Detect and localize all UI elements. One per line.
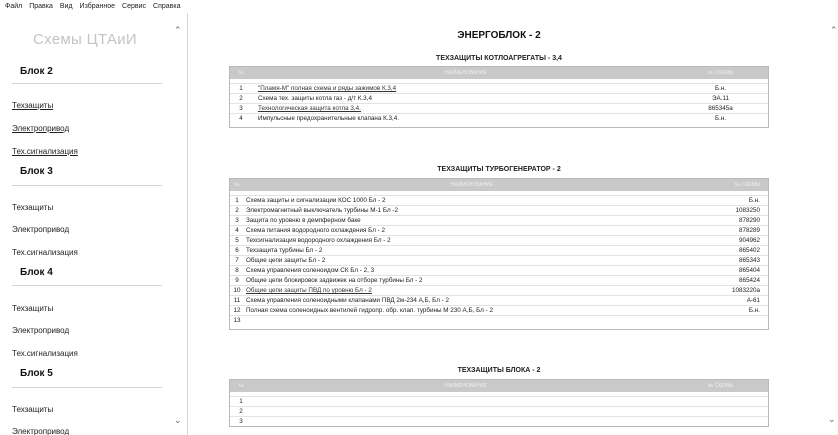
scheme-name: Техзащита турбины Бл - 2	[246, 247, 323, 254]
sidebar-link-electric-drive[interactable]: Электропривод	[12, 326, 70, 335]
row-num: 6	[235, 247, 239, 254]
scheme-link[interactable]: Технологическая защита котла 3,4.	[258, 105, 361, 112]
scheme-number	[673, 397, 768, 406]
scheme-name	[252, 407, 673, 416]
table-row	[230, 275, 768, 285]
sidebar-block-4: Блок 4	[20, 267, 53, 278]
menu-service[interactable]: Сервис	[122, 3, 147, 10]
row-num: 9	[235, 277, 239, 284]
sidebar-link-electric-drive[interactable]: Электропривод	[12, 124, 70, 133]
divider	[12, 285, 162, 286]
scheme-name: Схема управления соленоидом СК Бл - 2, 3	[246, 267, 375, 274]
section-title: ТЕХЗАЩИТЫ БЛОКА - 2	[457, 367, 541, 374]
scheme-number: А-61	[746, 297, 760, 304]
column-header-name: НАИМЕНОВАНИЕ	[444, 70, 487, 76]
table-row	[230, 93, 768, 103]
row-num: 3	[235, 217, 239, 224]
menu-view[interactable]: Вид	[59, 3, 73, 10]
scheme-name	[252, 397, 673, 406]
scheme-name: Схема тех. защиты котла газ - д/т К.3,4	[258, 95, 372, 102]
row-num: 2	[239, 408, 243, 415]
scheme-name: Схема управления соленоидными клапанами ПВД 2м-234 А,Б, Бл - 2	[246, 297, 450, 304]
sidebar-block-5: Блок 5	[20, 368, 53, 379]
scheme-number: 865345а	[708, 105, 733, 112]
row-num: 12	[233, 307, 241, 314]
row-num: 2	[235, 207, 239, 214]
sidebar-link-tech-signaling[interactable]: Тех.сигнализация	[12, 349, 78, 358]
scheme-name: Техсигнализация водородного охлаждения Бл - 2	[246, 237, 391, 244]
scheme-number	[698, 316, 768, 325]
scheme-name: Электромагнитный выключатель турбины М-1 Бл -2	[246, 207, 398, 214]
sidebar-link-techprotection[interactable]: Техзащиты	[12, 203, 54, 212]
sidebar-link-techprotection[interactable]: Техзащиты	[12, 405, 54, 414]
menu-edit[interactable]: Правка	[29, 3, 53, 10]
table-row	[230, 225, 768, 235]
scheme-number: 878290	[738, 217, 760, 224]
scheme-number: Б.н.	[714, 85, 727, 92]
table-row	[230, 265, 768, 275]
column-header-num: №	[238, 70, 244, 76]
scheme-number: Б.н.	[748, 197, 760, 204]
row-num: 8	[235, 267, 239, 274]
row-num: 3	[239, 105, 243, 112]
scheme-number: 865402	[738, 247, 760, 254]
sidebar-link-techprotection[interactable]: Техзащиты	[12, 101, 54, 110]
row-num: 1	[235, 197, 239, 204]
scheme-number	[673, 407, 768, 416]
boiler-protection-table	[229, 66, 769, 128]
sidebar-title: Схемы ЦТАиИ	[33, 31, 137, 48]
column-header-num: №	[238, 383, 244, 389]
scheme-name: Общие цепи защиты Бл - 2	[246, 257, 326, 264]
row-num: 2	[239, 95, 243, 102]
row-num: 5	[235, 237, 239, 244]
sidebar	[0, 13, 188, 435]
table-row	[230, 285, 768, 295]
sidebar-link-tech-signaling[interactable]: Тех.сигнализация	[12, 248, 78, 257]
column-header-scheme: № СХЕМЫ	[707, 383, 734, 389]
scheme-number	[673, 417, 768, 426]
sidebar-link-electric-drive[interactable]: Электропривод	[12, 225, 70, 234]
table-row	[230, 295, 768, 305]
block-protection-table	[229, 379, 769, 427]
table-row	[230, 406, 768, 416]
scheme-number: 1083250	[735, 207, 760, 214]
divider	[12, 387, 162, 388]
scheme-name: Схема питания водородного охлаждения Бл - 2	[246, 227, 385, 234]
sidebar-block-2: Блок 2	[20, 66, 53, 77]
table-row	[230, 195, 768, 205]
row-num: 1	[239, 85, 243, 92]
row-num: 3	[239, 418, 243, 425]
row-num: 10	[233, 287, 241, 294]
table-row	[230, 305, 768, 315]
table-row	[230, 315, 768, 325]
scheme-name: Общие цепи блокировок задвижек на отборе турбины Бл - 2	[246, 277, 423, 284]
table-row	[230, 215, 768, 225]
turbogenerator-protection-table	[229, 178, 769, 330]
scheme-number: 865424	[738, 277, 760, 284]
column-header-name: НАИМЕНОВАНИЕ	[444, 383, 487, 389]
column-header-scheme: № СХЕМЫ	[707, 70, 734, 76]
row-num: 1	[239, 398, 243, 405]
scheme-number: Б.н.	[714, 115, 727, 122]
scheme-name: Полная схема соленоидных вентилей гидропр. обр. клап. турбины М 230 А,Б, Бл - 2	[246, 307, 493, 314]
chevron-down-icon[interactable]: ⌄	[828, 414, 836, 424]
sidebar-link-techprotection[interactable]: Техзащиты	[12, 304, 54, 313]
table-row	[230, 103, 768, 113]
scheme-name: Защита по уровню в демпферном баке	[246, 217, 361, 224]
table-row	[230, 255, 768, 265]
scheme-link[interactable]: Общие цепи защиты ПВД по уровню Бл - 2	[246, 287, 372, 294]
chevron-up-icon[interactable]: ⌃	[174, 25, 182, 35]
row-num: 4	[235, 227, 239, 234]
column-header-name: НАИМЕНОВАНИЕ	[450, 182, 494, 188]
row-num: 13	[233, 317, 241, 324]
scheme-name: Схема защиты и сигнализации КОС 1000 Бл - 2	[246, 197, 386, 204]
scheme-number: Б.н.	[748, 307, 760, 314]
scheme-number: 1083220а	[731, 287, 760, 294]
table-header	[230, 380, 768, 392]
menu-favorites[interactable]: Избранное	[79, 3, 116, 10]
row-num: 11	[233, 297, 241, 304]
main-content	[189, 13, 838, 435]
scheme-link[interactable]: "Пламя-М" полная схема и ряды зажимов К.3,4	[258, 85, 397, 92]
table-row	[230, 416, 768, 426]
section-title: ТЕХЗАЩИТЫ КОТЛОАГРЕГАТЫ - 3,4	[436, 55, 562, 62]
sidebar-block-3: Блок 3	[20, 166, 53, 177]
table-row	[230, 113, 768, 123]
scheme-name: Импульсные предохранительные клапана К.3,4.	[258, 115, 400, 122]
table-header	[230, 179, 768, 191]
table-header	[230, 67, 768, 79]
scheme-name	[252, 417, 673, 426]
page-title: ЭНЕРГОБЛОК - 2	[457, 30, 541, 41]
scheme-number: 904962	[738, 237, 760, 244]
sidebar-link-tech-signaling[interactable]: Тех.сигнализация	[12, 147, 78, 156]
divider	[12, 185, 162, 186]
scheme-number: 878289	[738, 227, 760, 234]
table-row	[230, 396, 768, 406]
table-row	[230, 245, 768, 255]
scheme-number: ЭА.11	[711, 95, 729, 102]
scheme-number: 865404	[738, 267, 760, 274]
chevron-down-icon[interactable]: ⌄	[174, 415, 182, 425]
divider	[12, 83, 162, 84]
column-header-scheme: № СХЕМЫ	[734, 182, 760, 188]
row-num: 7	[235, 257, 239, 264]
chevron-up-icon[interactable]: ⌃	[830, 25, 838, 35]
section-title: ТЕХЗАЩИТЫ ТУРБОГЕНЕРАТОР - 2	[437, 166, 561, 173]
table-row	[230, 83, 768, 93]
row-num: 4	[239, 115, 243, 122]
column-header-num: №	[234, 182, 240, 188]
menu-help[interactable]: Справка	[153, 3, 181, 10]
sidebar-link-electric-drive[interactable]: Электропривод	[12, 427, 70, 435]
scheme-name	[244, 316, 698, 325]
menu-file[interactable]: Файл	[5, 3, 23, 10]
table-row	[230, 205, 768, 215]
table-row	[230, 235, 768, 245]
menu-bar	[0, 0, 838, 13]
scheme-number: 865343	[738, 257, 760, 264]
